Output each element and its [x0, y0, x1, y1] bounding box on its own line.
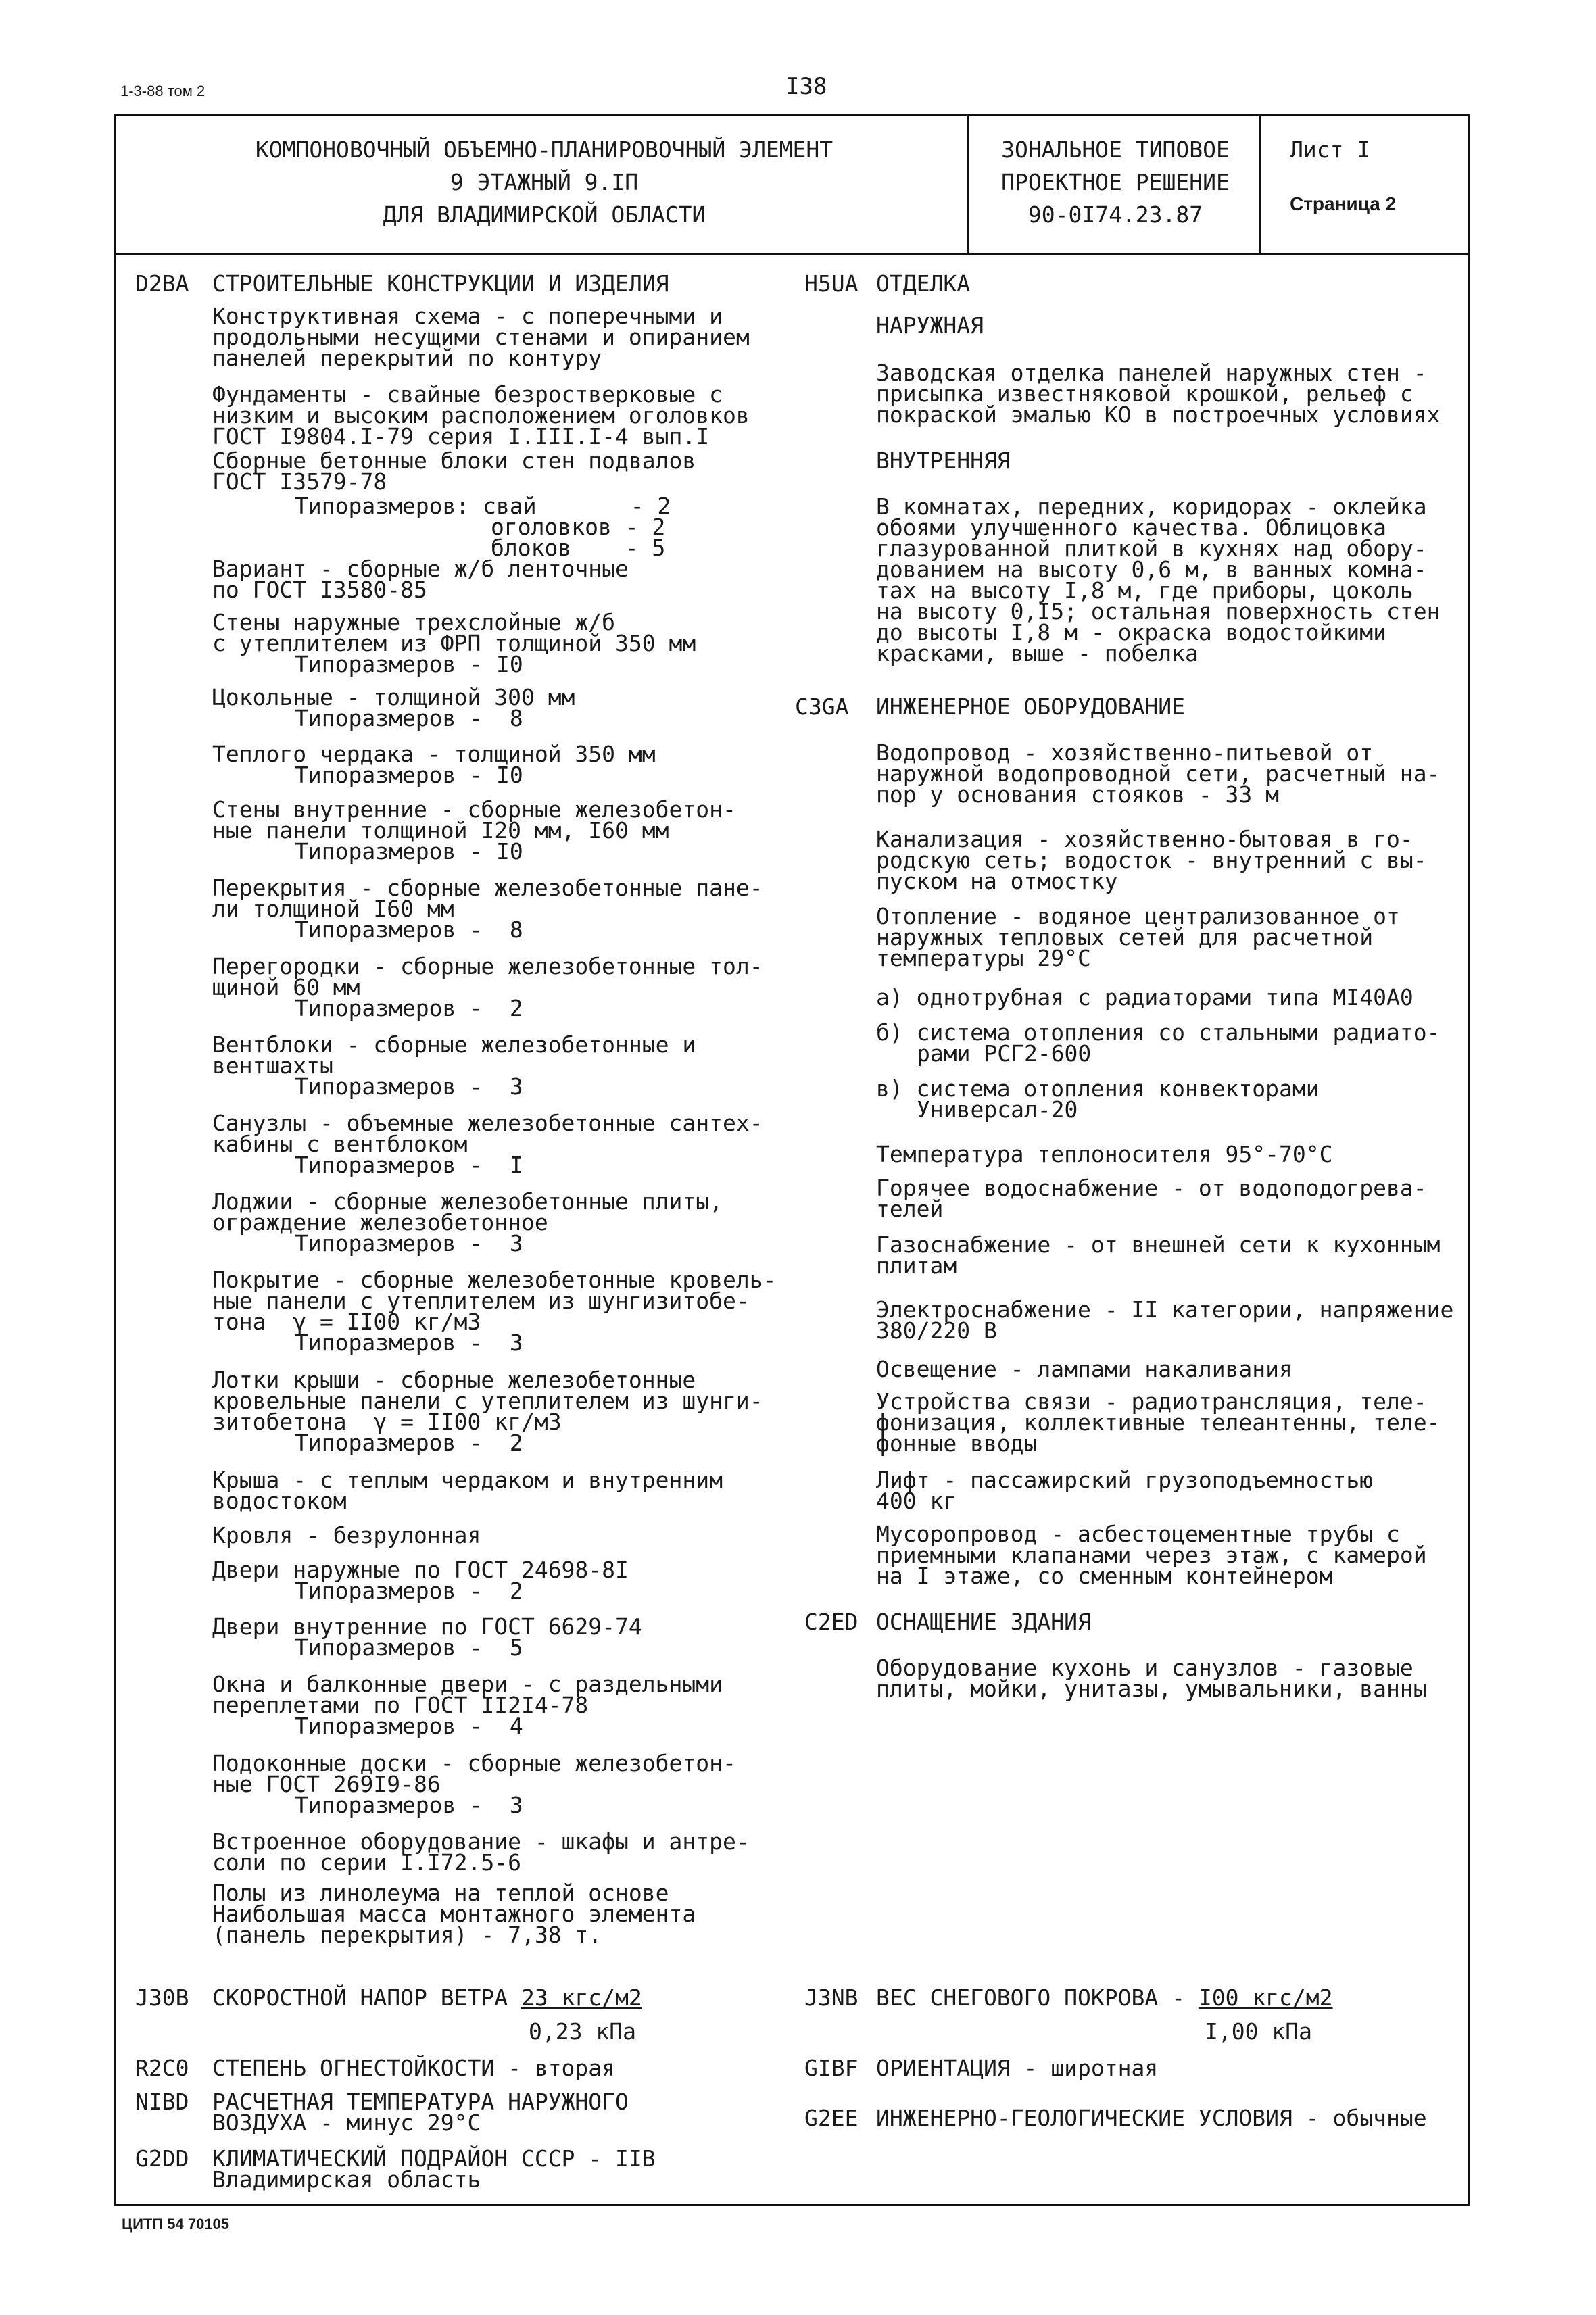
text-line: Мусоропровод - асбестоцементные трубы с	[876, 1521, 1400, 1547]
snow-code: J3NB	[804, 1984, 859, 2011]
text-line: Цокольные - толщиной 300 мм	[212, 684, 575, 710]
text-line: рами РСГ2-600	[917, 1040, 1092, 1067]
text-line: до высоты I,8 м - окраска водостойкими	[876, 619, 1386, 645]
text-line: приемными клапанами через этаж, с камерой	[876, 1542, 1427, 1568]
text-line: обоями улучшенного качества. Облицовка	[876, 514, 1386, 541]
text-line: фонизация, коллективные телеантенны, теле-	[876, 1409, 1441, 1436]
text-line: Горячее водоснабжение - от водоподогрева-	[876, 1175, 1427, 1201]
header-title-line: КОМПОНОВОЧНЫЙ ОБЪЕМНО-ПЛАНИРОВОЧНЫЙ ЭЛЕМЕНТ	[255, 137, 833, 163]
text-line: панелей перекрытий по контуру	[212, 345, 602, 371]
text-line: Лифт - пассажирский грузоподъемностью	[876, 1467, 1374, 1493]
snow-row	[876, 1984, 1333, 2011]
text-line: в) система отопления конвекторами	[876, 1075, 1320, 1102]
temp-line: ВОЗДУХА - минус 29°С	[212, 2110, 481, 2136]
section-heading: ИНЖЕНЕРНОЕ ОБОРУДОВАНИЕ	[876, 693, 1185, 720]
text-line: Теплого чердака - толщиной 350 мм	[212, 741, 656, 767]
text-line: щиной 60 мм	[212, 974, 360, 1000]
text-line: Крыша - с теплым чердаком и внутренним	[212, 1467, 723, 1493]
text-line: кровельные панели с утеплителем из шунги-	[212, 1388, 763, 1414]
text-line: ГОСТ I3579-78	[212, 468, 387, 495]
text-line: ли толщиной I60 мм	[212, 896, 454, 922]
text-line: глазурованной плиткой в кухнях над обору-	[876, 535, 1427, 562]
text-line: дованием на высоту 0,6 м, в ванных комна-	[876, 556, 1427, 583]
text-line: Встроенное оборудование - шкафы и антре-	[212, 1828, 750, 1855]
text-line: Наибольшая масса монтажного элемента	[212, 1901, 696, 1927]
text-line: на I этаже, со сменным контейнером	[876, 1563, 1333, 1589]
text-line: продольными несущими стенами и опиранием	[212, 324, 750, 350]
text-line: водостоком	[212, 1488, 347, 1514]
text-line: Заводская отделка панелей наружных стен -	[876, 360, 1427, 386]
wind-value: 23 кгс/м2	[521, 1984, 642, 2011]
text-line: покраской эмалью КО в построечных условиях	[876, 401, 1441, 428]
text-line: тах на высоту I,8 м, где приборы, цоколь	[876, 577, 1413, 604]
text-line: б) система отопления со стальными радиато-	[876, 1019, 1441, 1046]
text-line: плитам	[876, 1252, 957, 1279]
section-code: C2ED	[804, 1609, 859, 1635]
section-code: D2BA	[135, 270, 189, 297]
text-line: пуском на отмостку	[876, 868, 1118, 894]
header-solution-line: ПРОЕКТНОЕ РЕШЕНИЕ	[1001, 169, 1230, 195]
text-line: Типоразмеров - 4	[295, 1713, 523, 1739]
text-line: блоков - 5	[491, 535, 666, 561]
header-divider-v2	[1259, 114, 1261, 253]
text-line: соли по серии I.I72.5-6	[212, 1849, 521, 1876]
text-line: на высоту 0,I5; остальная поверхность стен	[876, 598, 1441, 625]
text-line: ГОСТ I9804.I-79 серия I.III.I-4 вып.I	[212, 423, 710, 449]
wind-code: J30B	[135, 1984, 189, 2011]
text-line: 380/220 В	[876, 1317, 997, 1344]
text-line: Типоразмеров - 5	[295, 1634, 523, 1661]
text-line: красками, выше - побелка	[876, 640, 1199, 666]
text-line: телей	[876, 1196, 944, 1222]
text-line: оголовков - 2	[491, 514, 666, 540]
subheading: ВНУТРЕННЯЯ	[876, 447, 1011, 474]
text-line: Отопление - водяное централизованное от	[876, 903, 1400, 929]
fire-text: СТЕПЕНЬ ОГНЕСТОЙКОСТИ - вторая	[212, 2055, 616, 2081]
text-line: по ГОСТ I3580-85	[212, 577, 427, 603]
wind-row	[212, 1984, 642, 2011]
text-line: тона γ = II00 кг/м3	[212, 1309, 481, 1335]
text-line: с утеплителем из ФРП толщиной 350 мм	[212, 630, 696, 656]
text-line: Типоразмеров - 2	[295, 1430, 523, 1456]
text-line: Лотки крыши - сборные железобетонные	[212, 1367, 696, 1393]
text-line: В комнатах, передних, коридорах - оклейка	[876, 493, 1427, 520]
text-line: Газоснабжение - от внешней сети к кухонным	[876, 1232, 1441, 1258]
section-heading: ОТДЕЛКА	[876, 270, 971, 297]
text-line: Типоразмеров - 8	[295, 917, 523, 943]
text-line: Типоразмеров - 3	[295, 1073, 523, 1100]
text-line: родскую сеть; водосток - внутренний с вы-	[876, 847, 1427, 873]
text-line: Типоразмеров - 3	[295, 1230, 523, 1257]
text-line: Типоразмеров - I0	[295, 838, 523, 864]
text-line: ные панели с утеплителем из шунгизитобе-	[212, 1288, 750, 1314]
temp-code: NIBD	[135, 2089, 189, 2115]
header-solution-line: 90-0I74.23.87	[1027, 201, 1203, 228]
section-code: H5UA	[804, 270, 859, 297]
text-line: вентшахты	[212, 1052, 333, 1079]
climate-line: Владимирская область	[212, 2166, 481, 2193]
temp-line: РАСЧЕТНАЯ ТЕМПЕРАТУРА НАРУЖНОГО	[212, 2089, 629, 2115]
text-line: Освещение - лампами накаливания	[876, 1356, 1292, 1382]
header-title	[128, 134, 960, 231]
text-line: Типоразмеров - 2	[295, 1578, 523, 1604]
text-line: ные панели толщиной I20 мм, I60 мм	[212, 817, 669, 844]
text-line: Двери наружные по ГОСТ 24698-8I	[212, 1557, 629, 1583]
text-line: Канализация - хозяйственно-бытовая в го-	[876, 826, 1413, 852]
text-line: Вентблоки - сборные железобетонные и	[212, 1031, 696, 1058]
header-solution	[973, 134, 1257, 231]
text-line: Устройства связи - радиотрансляция, теле-	[876, 1388, 1427, 1415]
text-line: Типоразмеров - 2	[295, 995, 523, 1021]
text-line: Типоразмеров - 8	[295, 705, 523, 731]
text-line: Универсал-20	[917, 1096, 1078, 1123]
text-line: наружной водопроводной сети, расчетный на-	[876, 760, 1441, 787]
series-label: 1-3-88 том 2	[120, 82, 205, 99]
header-divider	[114, 253, 1468, 255]
text-line: Электроснабжение - II категории, напряжение	[876, 1296, 1454, 1323]
header-title-line: 9 ЭТАЖНЫЙ 9.IП	[450, 169, 639, 195]
text-line: 400 кг	[876, 1488, 957, 1514]
section-heading: ОСНАЩЕНИЕ ЗДАНИЯ	[876, 1609, 1091, 1635]
page-label: Страница 2	[1290, 193, 1397, 214]
subheading: НАРУЖНАЯ	[876, 312, 984, 339]
text-line: Перекрытия - сборные железобетонные пане-	[212, 875, 763, 901]
text-line: Типоразмеров - I0	[295, 762, 523, 788]
text-line: Стены внутренние - сборные железобетон-	[212, 796, 736, 823]
text-line: пор у основания стояков - 33 м	[876, 781, 1280, 808]
page-number: I38	[785, 73, 827, 100]
section-code: C3GA	[795, 693, 849, 720]
header-divider-v1	[967, 114, 969, 253]
text-line: Кровля - безрулонная	[212, 1522, 481, 1549]
orient-code: GIBF	[804, 2055, 859, 2081]
text-line: а) однотрубная с радиаторами типа МI40А0	[876, 984, 1413, 1010]
fire-code: R2C0	[135, 2055, 189, 2081]
text-line: Санузлы - объемные железобетонные сантех-	[212, 1110, 763, 1136]
text-line: ные ГОСТ 269I9-86	[212, 1771, 441, 1797]
text-line: Окна и балконные двери - с раздельными	[212, 1671, 723, 1697]
wind-kpa: 0,23 кПа	[529, 2018, 636, 2045]
text-line: Оборудование кухонь и санузлов - газовые	[876, 1655, 1413, 1681]
text-line: Полы из линолеума на теплой основе	[212, 1880, 669, 1906]
section-heading: СТРОИТЕЛЬНЫЕ КОНСТРУКЦИИ И ИЗДЕЛИЯ	[212, 270, 669, 297]
text-line: наружных тепловых сетей для расчетной	[876, 924, 1374, 950]
text-line: Типоразмеров - I	[295, 1152, 523, 1178]
sheet-number: Лист I	[1290, 137, 1371, 163]
text-line: Типоразмеров - I0	[295, 651, 523, 677]
text-line: низким и высоким расположением оголовков	[212, 402, 750, 429]
text-line: Типоразмеров - 3	[295, 1330, 523, 1356]
text-line: Двери внутренние по ГОСТ 6629-74	[212, 1613, 642, 1640]
text-line: Температура теплоносителя 95°-70°С	[876, 1141, 1333, 1167]
orient-text: ОРИЕНТАЦИЯ - широтная	[876, 2055, 1159, 2081]
text-line: Водопровод - хозяйственно-питьевой от	[876, 739, 1374, 766]
footer-code: ЦИТП 54 70105	[122, 2216, 230, 2233]
text-line: Типоразмеров: свай - 2	[295, 493, 671, 519]
text-line: (панель перекрытия) - 7,38 т.	[212, 1922, 602, 1948]
climate-line: КЛИМАТИЧЕСКИЙ ПОДРАЙОН СССР - IIВ	[212, 2145, 656, 2172]
snow-label: ВЕС СНЕГОВОГО ПОКРОВА -	[876, 1984, 1199, 2011]
text-line: зитобетона γ = II00 кг/м3	[212, 1409, 562, 1435]
text-line: Покрытие - сборные железобетонные кровель-	[212, 1267, 777, 1293]
header-solution-line: ЗОНАЛЬНОЕ ТИПОВОЕ	[1001, 137, 1230, 163]
geo-text: ИНЖЕНЕРНО-ГЕОЛОГИЧЕСКИЕ УСЛОВИЯ - обычные	[876, 2105, 1427, 2131]
text-line: температуры 29°С	[876, 945, 1091, 971]
text-line: Подоконные доски - сборные железобетон-	[212, 1750, 736, 1776]
wind-label: СКОРОСТНОЙ НАПОР ВЕТРА	[212, 1984, 521, 2011]
snow-value: I00 кгс/м2	[1198, 1984, 1333, 2011]
text-line: кабины с вентблоком	[212, 1131, 468, 1157]
text-line: фонные вводы	[876, 1430, 1038, 1457]
text-line: Сборные бетонные блоки стен подвалов	[212, 447, 696, 474]
text-line: Лоджии - сборные железобетонные плиты,	[212, 1188, 723, 1215]
geo-code: G2EE	[804, 2105, 859, 2131]
text-line: Вариант - сборные ж/б ленточные	[212, 556, 629, 582]
text-line: плиты, мойки, унитазы, умывальники, ванны	[876, 1676, 1427, 1702]
text-line: ограждение железобетонное	[212, 1209, 548, 1236]
climate-code: G2DD	[135, 2145, 189, 2172]
text-line: Стены наружные трехслойные ж/б	[212, 609, 616, 635]
text-line: переплетами по ГОСТ II2I4-78	[212, 1692, 589, 1718]
text-line: Типоразмеров - 3	[295, 1792, 523, 1818]
header-title-line: ДЛЯ ВЛАДИМИРСКОЙ ОБЛАСТИ	[383, 201, 706, 228]
text-line: Конструктивная схема - с поперечными и	[212, 303, 723, 329]
text-line: Перегородки - сборные железобетонные тол-	[212, 953, 763, 979]
snow-kpa: I,00 кПа	[1205, 2018, 1312, 2045]
text-line: Фундаменты - свайные безростверковые с	[212, 381, 723, 408]
text-line: присыпка известняковой крошкой, рельеф с	[876, 381, 1413, 407]
